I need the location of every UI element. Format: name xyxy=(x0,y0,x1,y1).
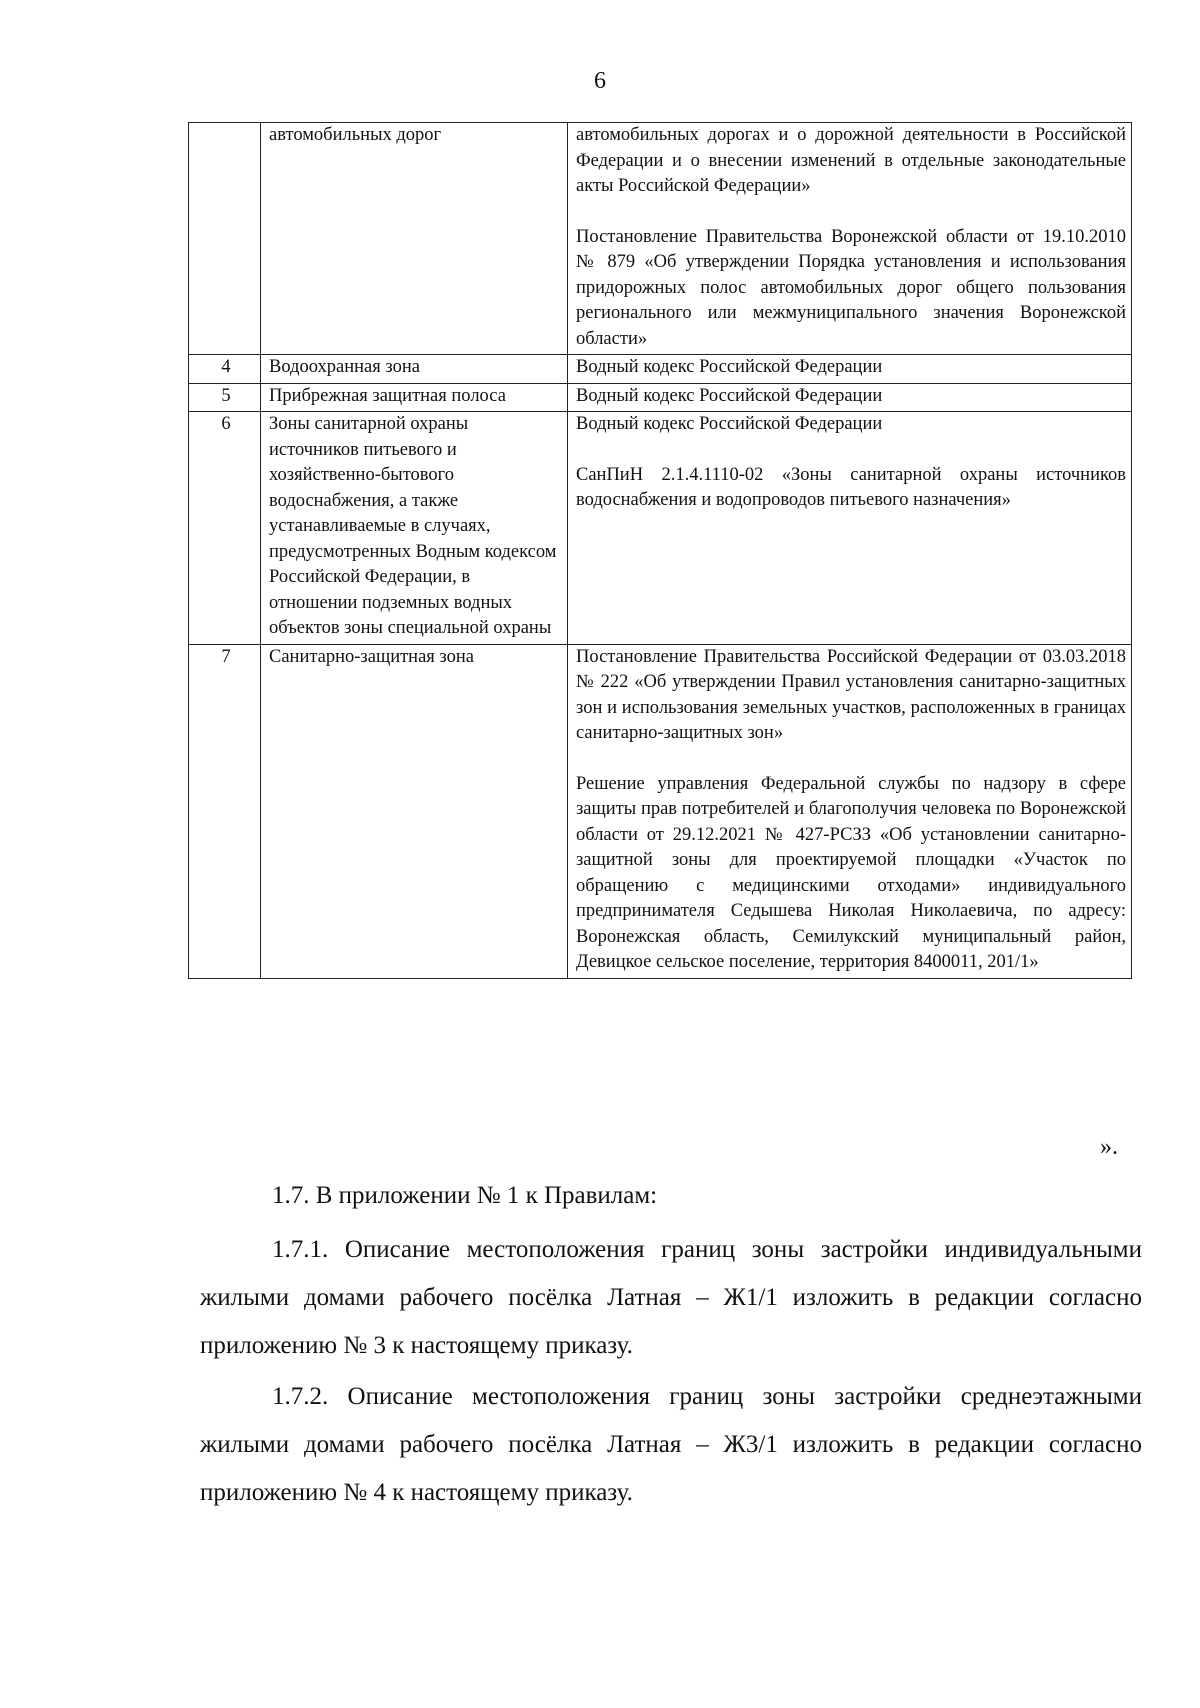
document-reference: Постановление Правительства Воронежской области от 19.10.2010 № 879 «Об утверждении Порядка установления и использования придорожных полос автомобильных дорог общего пользования регионального или межмуниципального значения Воронежской области» xyxy=(576,226,1126,349)
table-row xyxy=(189,355,1132,384)
document-reference: Водный кодекс Российской Федерации xyxy=(576,414,883,434)
paragraph-1-7-1 xyxy=(200,1226,1142,1370)
paragraph-text: 1.7.1. Описание местоположения границ зоны застройки индивидуальными жилыми домами рабочего посёлка Латная – Ж1/1 изложить в редакции согласно приложению № 3 к настоящему приказу. xyxy=(200,1236,1142,1359)
paragraph-text: 1.7. В приложении № 1 к Правилам: xyxy=(272,1182,658,1209)
zone-name: Санитарно-защитная зона xyxy=(261,644,568,978)
document-reference: Постановление Правительства Российской Федерации от 03.03.2018 № 222 «Об утверждении Правил установления санитарно-защитных зон и использования земельных участков, расположенных в границах санитарно-защитных зон» xyxy=(576,646,1126,743)
zone-name: Зоны санитарной охраны источников питьевого и хозяйственно-бытового водоснабжения, а также устанавливаемые в случаях, предусмотренных Водным кодексом Российской Федерации, в отношении подземных водных объектов зоны специальной охраны xyxy=(261,412,568,645)
table-row xyxy=(189,412,1132,645)
paragraph-1-7-2 xyxy=(200,1373,1142,1517)
paragraph-1-7 xyxy=(200,1172,1142,1220)
legal-basis xyxy=(568,412,1132,645)
legal-basis xyxy=(568,644,1132,978)
zone-name: Водоохранная зона xyxy=(261,355,568,384)
row-number xyxy=(189,123,261,355)
table-row xyxy=(189,644,1132,978)
legal-basis xyxy=(568,383,1132,412)
legal-basis xyxy=(568,355,1132,384)
document-reference: автомобильных дорогах и о дорожной деятельности в Российской Федерации и о внесении изменений в отдельные законодательные акты Российской Федерации» xyxy=(576,125,1126,196)
legal-basis xyxy=(568,123,1132,355)
row-number: 6 xyxy=(189,412,261,645)
zones-table xyxy=(188,122,1132,979)
row-number: 4 xyxy=(189,355,261,384)
table-row xyxy=(189,123,1132,355)
table-row xyxy=(189,383,1132,412)
document-reference: Решение управления Федеральной службы по надзору в сфере защиты прав потребителей и благополучия человека по Воронежской области от 29.12.2021 № 427-РСЗЗ «Об установлении санитарно-защитной зоны для проектируемой площадки «Участок по обращению с медицинскими отходами» индивидуального предпринимателя Седышева Николая Николаевича, по адресу: Воронежская область, Семилукский муниципальный район, Девицкое сельское поселение, территория 8400011, 201/1» xyxy=(576,773,1126,972)
zone-name: автомобильных дорог xyxy=(261,123,568,355)
row-number: 5 xyxy=(189,383,261,412)
document-reference: СанПиН 2.1.4.1110-02 «Зоны санитарной охраны источников водоснабжения и водопроводов питьевого назначения» xyxy=(576,464,1126,510)
document-reference: Водный кодекс Российской Федерации xyxy=(576,385,883,406)
paragraph-text: 1.7.2. Описание местоположения границ зоны застройки среднеэтажными жилыми домами рабочего посёлка Латная – Ж3/1 изложить в редакции согласно приложению № 4 к настоящему приказу. xyxy=(200,1383,1142,1506)
page-number: 6 xyxy=(594,68,606,94)
closing-quote: ». xyxy=(1100,1134,1118,1160)
row-number: 7 xyxy=(189,644,261,978)
document-reference: Водный кодекс Российской Федерации xyxy=(576,357,883,377)
zone-name: Прибрежная защитная полоса xyxy=(261,383,568,412)
